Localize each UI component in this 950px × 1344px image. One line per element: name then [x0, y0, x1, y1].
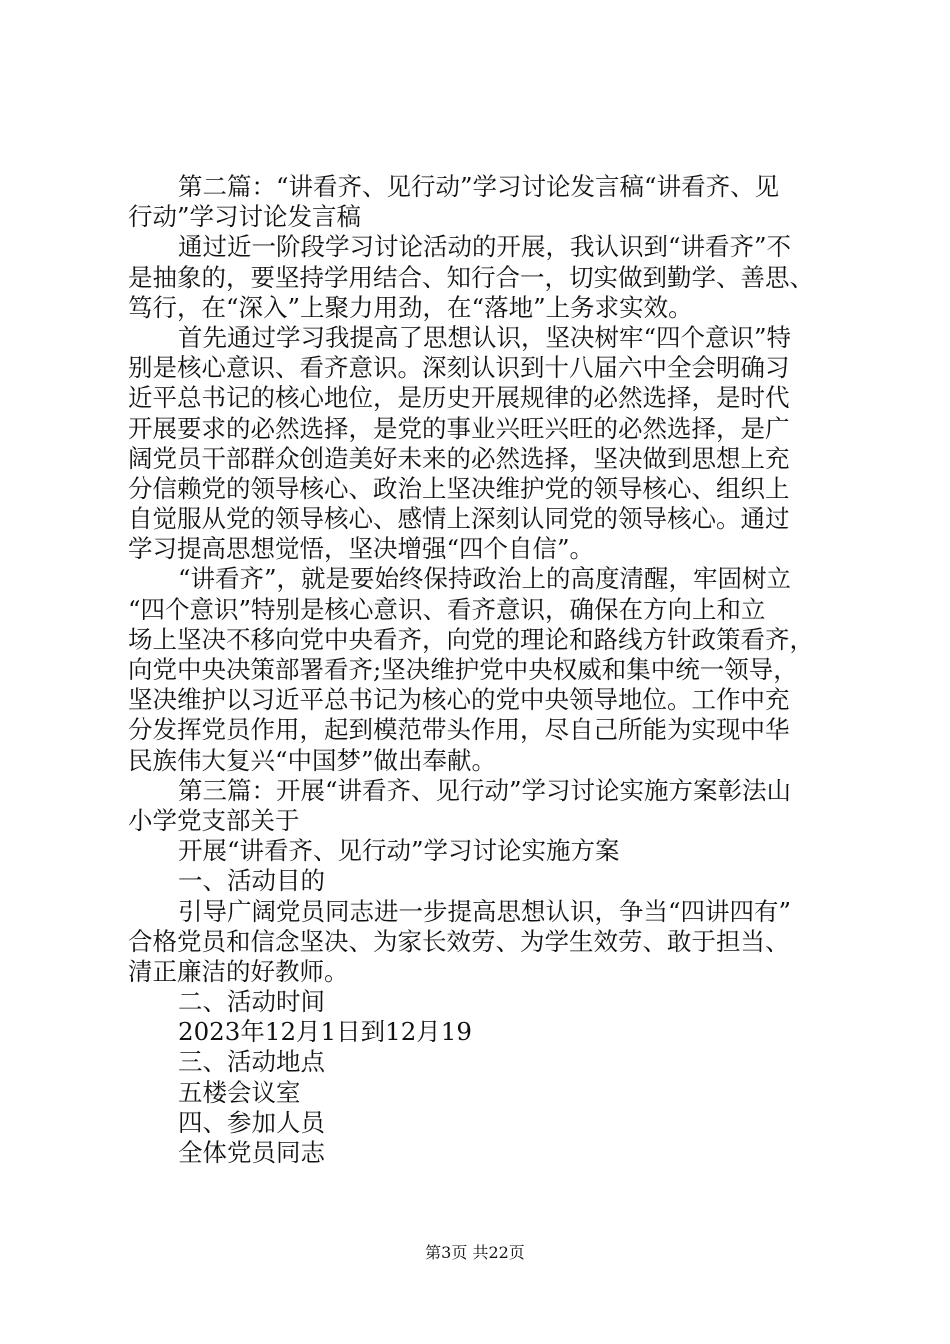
text-line: 开展“讲看齐、见行动”学习讨论实施方案: [178, 836, 620, 866]
text-line: 一、活动目的: [178, 866, 325, 896]
page-footer: 第3页 共22页: [425, 1243, 525, 1262]
text-line: 合格党员和信念坚决、为家长效劳、为学生效劳、敢于担当、: [128, 926, 790, 956]
text-line: “讲看齐”，就是要始终保持政治上的高度清醒，牢固树立: [178, 564, 792, 594]
text-line: 笃行，在“深入”上聚力用劲，在“落地”上务求实效。: [128, 292, 693, 322]
text-line: “四个意识”特别是核心意识、看齐意识，确保在方向上和立: [128, 594, 766, 624]
text-line: 四、参加人员: [178, 1107, 325, 1137]
text-line: 分发挥党员作用，起到模范带头作用，尽自己所能为实现中华: [128, 715, 790, 745]
text-line: 首先通过学习我提高了思想认识，坚决树牢“四个意识”特: [178, 322, 792, 352]
text-line: 2023年12月1日到12月19: [178, 1017, 472, 1047]
text-line: 分信赖党的领导核心、政治上坚决维护党的领导核心、组织上: [128, 473, 790, 503]
text-line: 小学党支部关于: [128, 805, 300, 835]
text-line: 近平总书记的核心地位，是历史开展规律的必然选择，是时代: [128, 383, 790, 413]
text-line: 场上坚决不移向党中央看齐，向党的理论和路线方针政策看齐，: [128, 624, 814, 654]
text-line: 学习提高思想觉悟，坚决增强“四个自信”。: [128, 534, 595, 564]
text-line: 阔党员干部群众创造美好未来的必然选择，坚决做到思想上充: [128, 443, 790, 473]
document-body: [128, 172, 854, 1168]
text-line: 引导广阔党员同志进一步提高思想认识，争当“四讲四有”: [178, 896, 792, 926]
text-line: 二、活动时间: [178, 987, 325, 1017]
text-line: 清正廉洁的好教师。: [128, 956, 349, 986]
text-line: 第二篇：“讲看齐、见行动”学习讨论发言稿“讲看齐、见: [178, 172, 780, 201]
text-line: 坚决维护以习近平总书记为核心的党中央领导地位。工作中充: [128, 685, 790, 715]
text-line: 向党中央决策部署看齐;坚决维护党中央权威和集中统一领导，: [128, 655, 798, 684]
text-line: 第三篇：开展“讲看齐、见行动”学习讨论实施方案彰法山: [178, 775, 792, 805]
text-line: 通过近一阶段学习讨论活动的开展，我认识到“讲看齐”不: [178, 232, 792, 262]
text-line: 全体党员同志: [178, 1138, 325, 1167]
text-line: 自觉服从党的领导核心、感情上深刻认同党的领导核心。通过: [128, 504, 790, 534]
text-line: 五楼会议室: [178, 1077, 301, 1107]
text-line: 开展要求的必然选择，是党的事业兴旺兴旺的必然选择，是广: [128, 413, 790, 443]
text-line: 行动”学习讨论发言稿: [128, 202, 362, 232]
text-line: 民族伟大复兴“中国梦”做出奉献。: [128, 745, 497, 775]
text-line: 三、活动地点: [178, 1047, 325, 1077]
text-line: 是抽象的，要坚持学用结合、知行合一，切实做到勤学、善思、: [128, 262, 814, 292]
text-line: 别是核心意识、看齐意识。深刻认识到十八届六中全会明确习: [128, 353, 790, 383]
